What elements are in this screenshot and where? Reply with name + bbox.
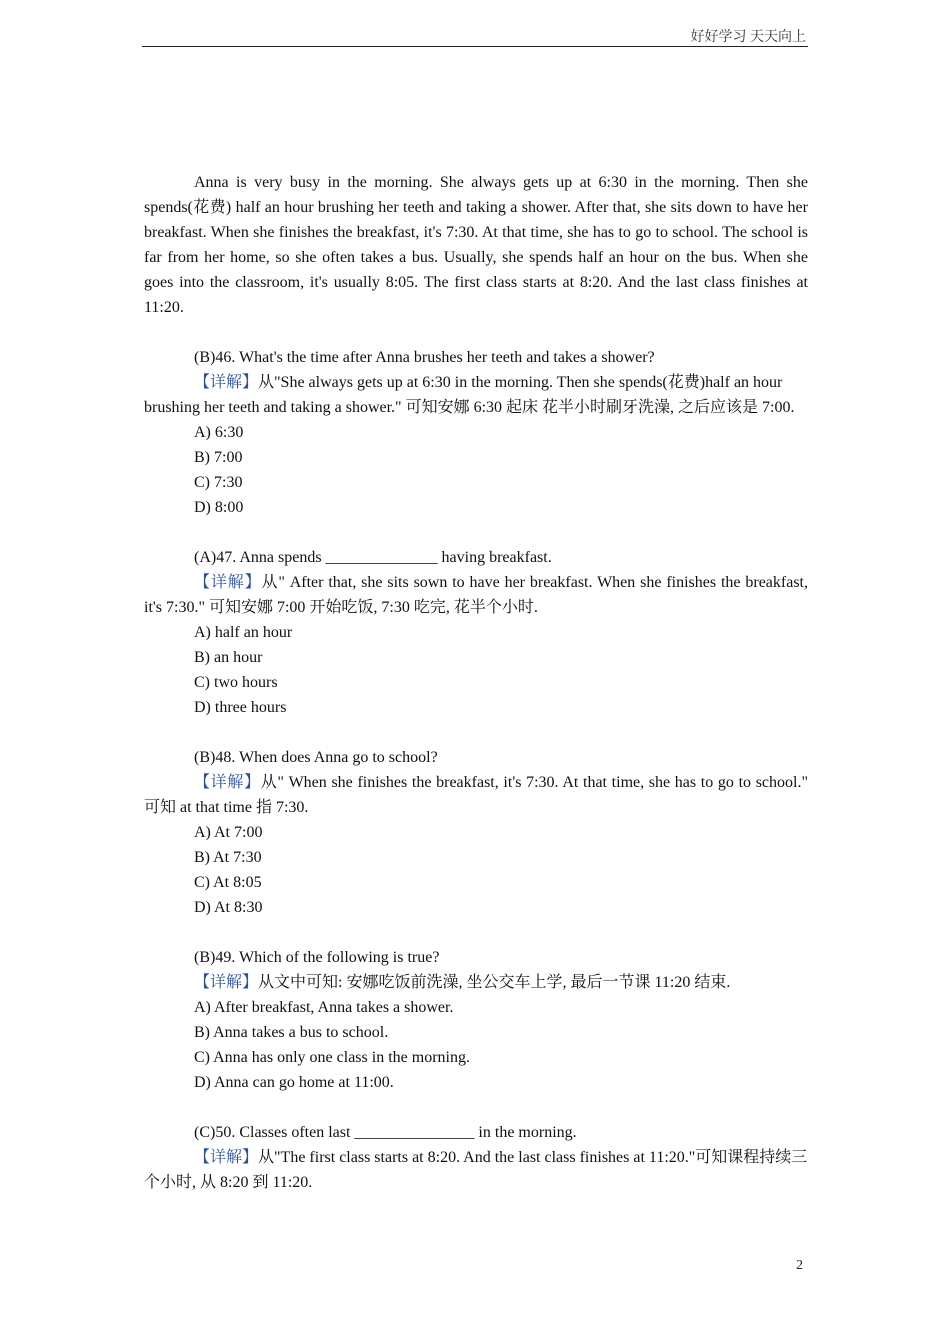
- question-stem: (B)48. When does Anna go to school?: [194, 749, 438, 766]
- option-a: A) After breakfast, Anna takes a shower.: [194, 999, 454, 1016]
- option-a: A) At 7:00: [194, 824, 263, 841]
- question-stem: (C)50. Classes often last _______________ in the morning.: [194, 1124, 577, 1141]
- page-number: 2: [796, 1258, 803, 1273]
- option-c: C) Anna has only one class in the morning.: [194, 1049, 470, 1066]
- explanation-text: 从" After that, she sits sown to have her breakfast. When she finishes the breakfast, it's 7:30." 可知安娜 7:00 开始吃饭, 7:30 吃完, 花半个小时.: [144, 574, 808, 616]
- explanation-text: 从" When she finishes the breakfast, it's 7:30. At that time, she has to go to school." 可知 at that time 指 7:30.: [144, 774, 808, 816]
- option-b: B) 7:00: [194, 449, 243, 466]
- question-49: [144, 945, 808, 1095]
- option-b: B) At 7:30: [194, 849, 262, 866]
- explanation-tag: 【详解】: [194, 574, 262, 591]
- question-stem: (A)47. Anna spends ______________ having breakfast.: [194, 549, 552, 566]
- explanation-tag: 【详解】: [194, 374, 259, 391]
- option-b: B) an hour: [194, 649, 263, 666]
- option-d: D) three hours: [194, 699, 287, 716]
- page-header: [142, 24, 808, 47]
- explanation-text: 从"The first class starts at 8:20. And the last class finishes at 11:20."可知课程持续三个小时, 从 8:20 到 11:20.: [144, 1149, 808, 1191]
- question-explanation: [144, 570, 808, 620]
- explanation-tag: 【详解】: [194, 1149, 259, 1166]
- explanation-text: 从文中可知: 安娜吃饭前洗澡, 坐公交车上学, 最后一节课 11:20 结束.: [258, 974, 731, 991]
- option-c: C) At 8:05: [194, 874, 262, 891]
- question-50: [144, 1120, 808, 1195]
- question-explanation: [144, 1145, 808, 1195]
- header-motto: 好好学习 天天向上: [690, 30, 806, 45]
- question-explanation: [144, 970, 808, 995]
- question-48: [144, 745, 808, 920]
- document-body: [144, 170, 808, 1195]
- option-b: B) Anna takes a bus to school.: [194, 1024, 389, 1041]
- question-47: [144, 545, 808, 720]
- option-a: A) 6:30: [194, 424, 244, 441]
- option-a: A) half an hour: [194, 624, 293, 641]
- question-46: [144, 345, 808, 520]
- question-stem: (B)46. What's the time after Anna brushes her teeth and takes a shower?: [194, 349, 655, 366]
- explanation-tag: 【详解】: [194, 974, 259, 991]
- option-d: D) Anna can go home at 11:00.: [194, 1074, 394, 1091]
- question-stem: (B)49. Which of the following is true?: [194, 949, 440, 966]
- question-explanation: [144, 770, 808, 820]
- option-d: D) At 8:30: [194, 899, 263, 916]
- question-explanation: [144, 370, 808, 420]
- option-c: C) 7:30: [194, 474, 243, 491]
- option-c: C) two hours: [194, 674, 278, 691]
- explanation-tag: 【详解】: [194, 774, 261, 791]
- reading-passage: Anna is very busy in the morning. She always gets up at 6:30 in the morning. Then she spends(花费) half an hour brushing her teeth and taking a shower. After that, she sits down to have her breakfast. When she finishes the breakfast, it's 7:30. At that time, she has to go to school. The school is far from her home, so she often takes a bus. Usually, she spends half an hour on the bus. When she goes into the classroom, it's usually 8:05. The first class starts at 8:20. And the last class finishes at 11:20.: [144, 174, 808, 316]
- explanation-text: 从"She always gets up at 6:30 in the morning. Then she spends(花费)half an hour brushing her teeth and taking a shower." 可知安娜 6:30 起床 花半小时刷牙洗澡, 之后应该是 7:00.: [144, 374, 795, 416]
- option-d: D) 8:00: [194, 499, 244, 516]
